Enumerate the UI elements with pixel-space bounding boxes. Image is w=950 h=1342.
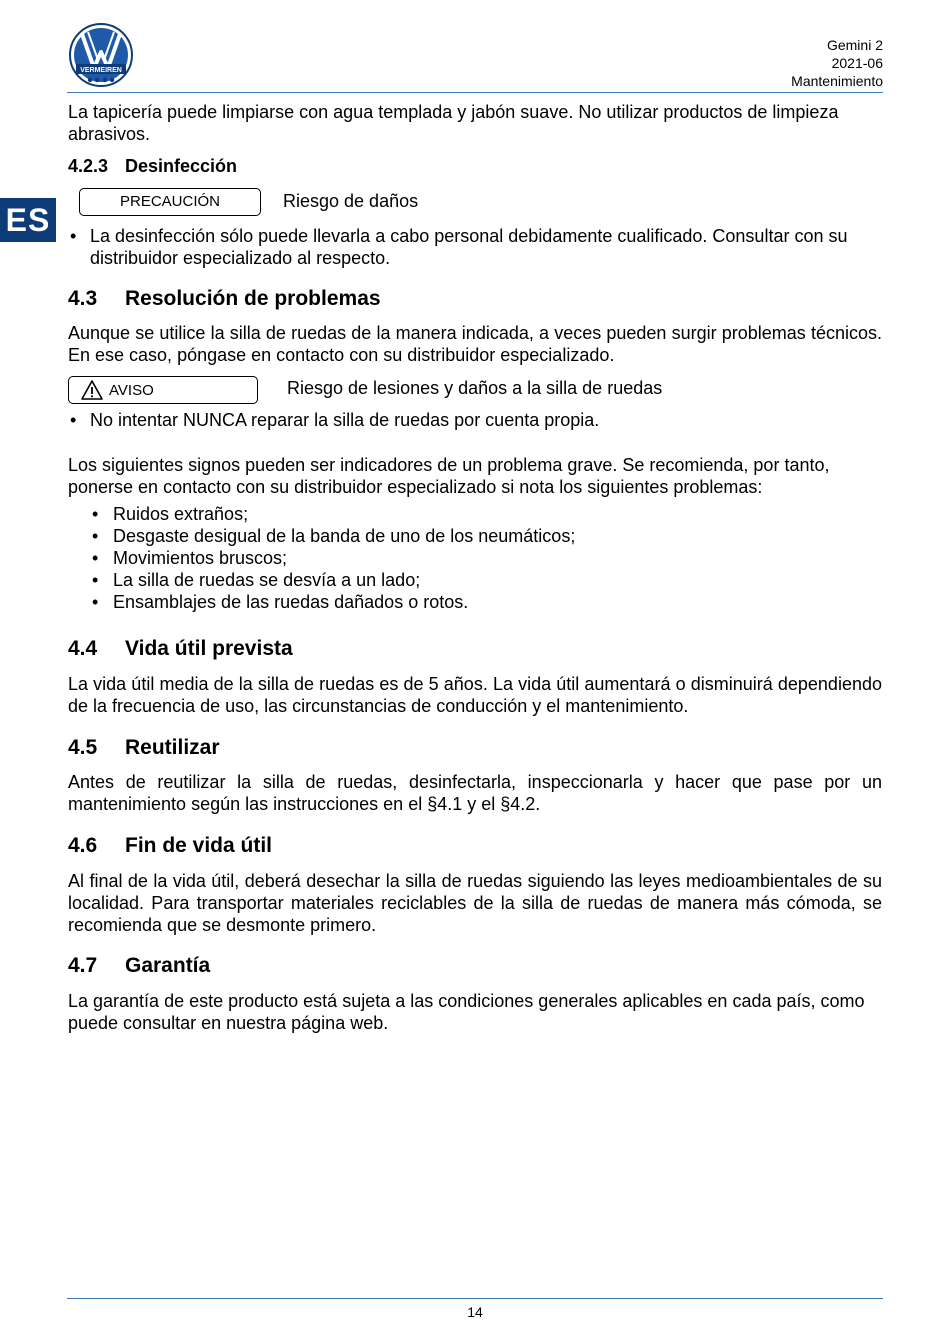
list-item: • No intentar NUNCA reparar la silla de ruedas por cuenta propia. [68,409,882,431]
warning-list [68,409,882,431]
header-date: 2021-06 [831,55,883,71]
warning-label-box [68,376,258,404]
caution-label: PRECAUCIÓN [119,193,220,210]
warning-triangle-icon [81,380,103,400]
heading-number: 4.5 [68,736,98,759]
heading-4-4 [68,638,882,660]
caution-label-box [79,188,261,216]
heading-title: Reutilizar [125,736,220,759]
footer-divider [67,1298,883,1299]
list-item: • Movimientos bruscos; [68,547,882,569]
warranty-paragraph: La garantía de este producto está sujeta a las condiciones generales aplicables en cada país, como puede consultar en nuestra página web. [68,991,865,1033]
intro-paragraph: La tapicería puede limpiarse con agua templada y jabón suave. No utilizar productos de limpieza abrasivos. [68,102,839,144]
heading-number: 4.3 [68,287,98,310]
page-header [791,36,883,90]
signs-list [68,503,882,613]
warning-text: Riesgo de lesiones y daños a la silla de ruedas [287,378,663,398]
reuse-paragraph: Antes de reutilizar la silla de ruedas, desinfectarla, inspeccionarla y hacer que pase por un mantenimiento según las instrucciones en el §4.1 y el §4.2. [68,772,882,814]
logo-wordmark: VERMEIREN [80,67,122,74]
heading-4-2-3 [68,155,882,177]
list-item: • La silla de ruedas se desvía a un lado; [68,569,882,591]
list-item: • Desgaste desigual de la banda de uno de los neumáticos; [68,525,882,547]
end-of-life-paragraph: Al final de la vida útil, deberá desechar la silla de ruedas siguiendo las leyes medioambientales de su localidad. Para transportar materiales reciclables de la silla de ruedas de manera más cómoda, se recomienda que se desmonte primero. [68,871,882,935]
heading-number: 4.4 [68,637,98,660]
signs-paragraph: Los siguientes signos pueden ser indicadores de un problema grave. Se recomienda, por tanto, ponerse en contacto con su distribuidor especializado si nota los siguientes problemas: [68,455,830,497]
heading-number: 4.7 [68,954,98,977]
heading-title: Fin de vida útil [125,834,273,857]
list-item: • La desinfección sólo puede llevarla a cabo personal debidamente cualificado. Consultar con su distribuidor especializado al respecto. [68,225,882,269]
heading-4-5 [68,737,882,759]
heading-title: Vida útil prevista [125,637,293,660]
language-tab: ES [0,198,56,242]
heading-4-6 [68,835,882,857]
header-product: Gemini 2 [826,37,883,53]
heading-4-7 [68,955,882,977]
vermeiren-logo [68,22,134,88]
heading-title: Desinfección [125,156,238,176]
heading-number: 4.2.3 [68,156,109,176]
header-section: Mantenimiento [791,73,883,89]
lifespan-paragraph: La vida útil media de la silla de ruedas es de 5 años. La vida útil aumentará o disminuirá dependiendo de la frecuencia de uso, las circunstancias de conducción y el mantenimiento. [68,674,882,716]
heading-title: Resolución de problemas [125,287,381,310]
page-number: 14 [467,1304,483,1320]
heading-4-3 [68,288,882,310]
troubleshooting-paragraph: Aunque se utilice la silla de ruedas de la manera indicada, a veces pueden surgir problemas técnicos. En ese caso, póngase en contacto con su distribuidor especializado. [68,323,882,365]
heading-title: Garantía [125,954,211,977]
header-divider [67,92,883,93]
caution-text: Riesgo de daños [283,191,419,211]
list-item: • Ruidos extraños; [68,503,882,525]
list-item: • Ensamblajes de las ruedas dañados o rotos. [68,591,882,613]
warning-label: AVISO [109,382,154,399]
disinfection-list [68,225,882,269]
heading-number: 4.6 [68,834,98,857]
